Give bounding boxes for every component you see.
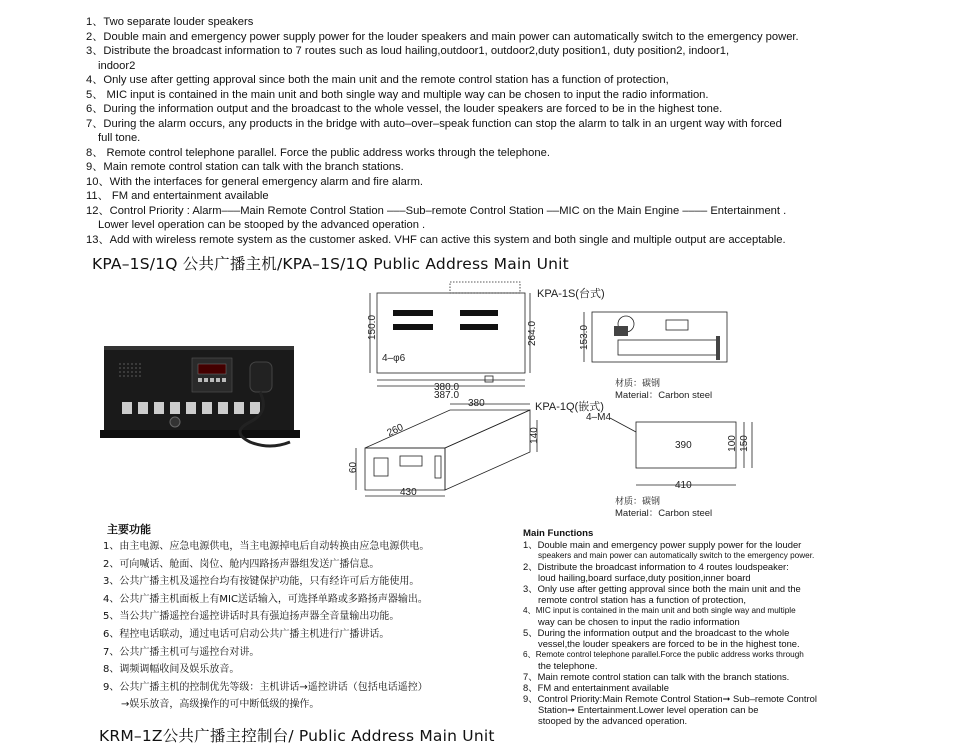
front-buttons — [122, 402, 260, 414]
en-section-title: Main Functions — [523, 528, 594, 539]
list-item: 6、During the information output and the broadcast to the whole vessel, the louder speakers are forced to be in the highest tone. — [86, 103, 723, 115]
dim-label: 100 — [726, 435, 738, 452]
list-item: 3、公共广播主机及遥控台均有按键保护功能，只有经许可后方能使用。 — [103, 576, 420, 588]
dim-label: 390 — [675, 440, 692, 451]
list-item: 5、During the information output and the broadcast to the whole — [523, 627, 790, 638]
display-screen — [198, 364, 226, 374]
list-item: 9、Main remote control station can talk with the branch stations. — [86, 161, 404, 173]
list-item: 7、Main remote control station can talk with the branch stations. — [523, 671, 790, 682]
cn-feature-list — [103, 538, 503, 714]
list-item: 12、Control Priority : Alarm–––Main Remote Control Station –––Sub–remote Control Station ––MIC on the Main Engine –––– Entertainment . — [86, 204, 787, 217]
list-item: 3、Only use after getting approval since both the main unit and the — [523, 583, 801, 594]
kpa1q-label: KPA-1Q(嵌式) — [535, 401, 604, 413]
kpa1s-label: KPA-1S(台式) — [537, 288, 605, 300]
list-item: 1、Double main and emergency power supply power for the louder — [523, 539, 802, 550]
list-item: 13、Add with wireless remote system as the customer asked. VHF can active this system and both single and multiple output are acceptable. — [86, 233, 786, 246]
dim-label: 60 — [348, 461, 360, 474]
dim-label: 264.0 — [527, 320, 539, 347]
list-item: 2、可向喊话、舱面、岗位、舱内四路扬声器组发送广播信息。 — [103, 558, 380, 570]
dim-label: 150 — [738, 435, 750, 452]
list-item: 7、公共广播主机可与遥控台对讲。 — [103, 646, 260, 658]
list-item: 1、Two separate louder speakers — [86, 16, 254, 28]
list-item: 9、公共广播主机的控制优先等级：主机讲话→遥控讲话（包括电话遥控） — [103, 681, 428, 693]
list-item: remote control station has a function of protection, — [538, 594, 746, 605]
dim-label: 410 — [675, 480, 692, 491]
dim-label: 380.0 — [434, 382, 460, 393]
list-item: vessel,the louder speakers are forced to be in the highest tone. — [538, 638, 800, 649]
list-item: 4、Only use after getting approval since both the main unit and the remote control station has a function of protection, — [86, 74, 669, 86]
list-item: 8、调频调幅收间及娱乐放音。 — [103, 664, 240, 676]
dim-label: 140 — [528, 427, 540, 444]
dim-label: 430 — [400, 487, 417, 498]
dim-label: 153.0 — [579, 324, 591, 351]
technical-drawings — [340, 280, 760, 520]
kpa-section-heading: KPA–1S/1Q 公共广播主机/KPA–1S/1Q Public Address Main Unit — [92, 255, 569, 273]
list-item: speakers and main power can automatically switch to the emergency power. — [538, 551, 815, 560]
material-label: 材质：碳钢 — [615, 496, 661, 506]
list-item: 6、程控电话联动，通过电话可启动公共广播主机进行广播讲话。 — [103, 628, 390, 640]
list-item: 5、 MIC input is contained in the main unit and both single way and multiple way can be chosen to input the radio information. — [86, 88, 709, 101]
material-label: 材质：碳钢 — [615, 378, 661, 388]
list-item: 2、Distribute the broadcast information to 4 routes loudspeaker: — [523, 561, 789, 572]
list-item: loud hailing,board surface,duty position,inner board — [538, 572, 751, 583]
list-item: the telephone. — [538, 660, 598, 671]
krm-section-heading: KRM–1Z公共广播主控制台/ Public Address Main Unit — [99, 727, 495, 745]
en-feature-list — [523, 539, 853, 726]
list-item: 7、During the alarm occurs, any products in the bridge with auto–over–speak function can stop the alarm to talk in an urgent way with forced — [86, 117, 782, 130]
list-item: 10、With the interfaces for general emergency alarm and fire alarm. — [86, 175, 424, 188]
list-item: 1、由主电源、应急电源供电，当主电源掉电后自动转换由应急电源供电。 — [103, 541, 430, 552]
list-item: 8、 Remote control telephone parallel. Force the public address works through the telephone. — [86, 146, 550, 159]
list-item: way can be chosen to input the radio information — [538, 616, 740, 627]
list-item: 9、Control Priority:Main Remote Control Station➞ Sub–remote Control — [523, 693, 817, 704]
list-item: 6、Remote control telephone parallel.Force the public address works through — [523, 650, 804, 659]
list-item: 4、公共广播主机面板上有MIC送话输入，可选择单路或多路扬声器输出。 — [103, 593, 428, 605]
dim-label: 387.0 — [434, 390, 460, 401]
list-item: indoor2 — [98, 59, 136, 72]
list-item: stooped by the advanced operation. — [538, 715, 688, 726]
list-item: full tone. — [98, 132, 141, 144]
list-item: 11、 FM and entertainment available — [86, 190, 269, 202]
material-label: Material：Carbon steel — [615, 390, 713, 401]
product-photo — [100, 340, 318, 450]
dim-label: 4–φ6 — [382, 353, 406, 364]
list-item: Lower level operation can be stooped by the advanced operation . — [98, 219, 426, 231]
dim-label: 380 — [468, 398, 485, 409]
dim-label: 4–M4 — [586, 412, 612, 423]
list-item: Station➞ Entertainment.Lower level operation can be — [538, 704, 759, 715]
list-item: 4、MIC input is contained in the main unit and both single way and multiple — [523, 606, 796, 615]
list-item: 8、FM and entertainment available — [523, 682, 669, 693]
cn-section-title: 主要功能 — [107, 523, 151, 536]
microphone-icon — [250, 362, 272, 392]
list-item: →娱乐放音，高级操作的可中断低级的操作。 — [121, 699, 320, 711]
list-item: 3、Distribute the broadcast information to 7 routes such as loud hailing,outdoor1, outdoor2,duty position1, duty position2, indoor1, — [86, 45, 730, 57]
dim-label: 150.0 — [367, 314, 379, 341]
dim-label: 260 — [385, 421, 406, 440]
feature-list-top — [86, 15, 946, 247]
list-item: 2、Double main and emergency power supply power for the louder speakers and main power can automatically switch to the emergency power. — [86, 30, 799, 43]
list-item: 5、当公共广播遥控台遥控讲话时具有强迫扬声器全音量输出功能。 — [103, 611, 400, 623]
material-label: Material：Carbon steel — [615, 508, 713, 519]
